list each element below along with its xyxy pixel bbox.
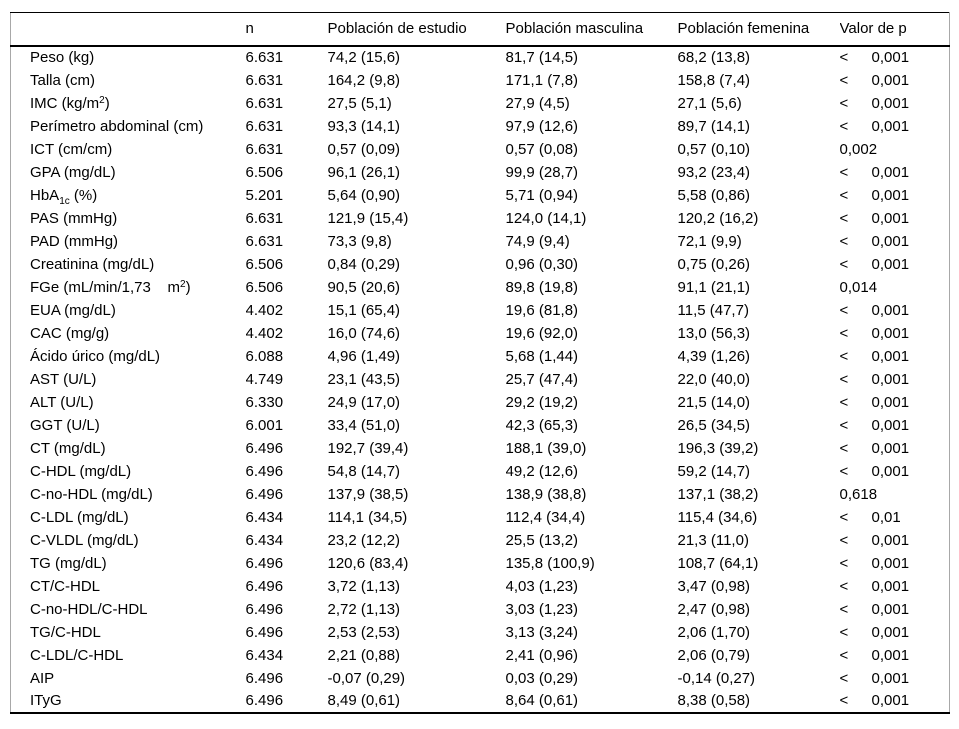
n-value: 5.201 [245, 186, 284, 204]
table-row [11, 483, 950, 506]
variable-label: Peso (kg) [30, 49, 95, 66]
n-value: 6.506 [245, 255, 284, 273]
less-than-sign: < [839, 577, 849, 595]
table-row [11, 621, 950, 644]
n-value: 6.631 [245, 232, 284, 250]
female-population-value: 72,1 (9,9) [677, 232, 742, 250]
variable-label: Creatinina (mg/dL) [30, 255, 155, 273]
less-than-sign: < [839, 531, 849, 549]
n-value: 6.506 [245, 163, 284, 181]
study-population-value: 90,5 (20,6) [327, 278, 401, 296]
male-population-value: 3,03 (1,23) [505, 600, 579, 618]
study-population-value: 2,72 (1,13) [327, 600, 401, 618]
p-value: < 0,001 [839, 692, 910, 709]
male-population-value: 19,6 (81,8) [505, 301, 579, 319]
variable-label: CAC (mg/g) [30, 324, 110, 342]
less-than-sign: < [839, 117, 849, 135]
less-than-sign: < [839, 692, 849, 709]
n-value: 6.631 [245, 49, 284, 66]
variable-label: EUA (mg/dL) [30, 301, 116, 319]
male-population-value: 4,03 (1,23) [505, 577, 579, 595]
male-population-value: 8,64 (0,61) [505, 692, 579, 709]
study-population-value: 2,53 (2,53) [327, 623, 401, 641]
female-population-value: 68,2 (13,8) [677, 49, 751, 66]
table-row [11, 506, 950, 529]
n-value: 6.496 [245, 623, 284, 641]
study-population-value: 54,8 (14,7) [327, 462, 401, 480]
p-value: < 0,001 [839, 186, 910, 204]
variable-label: CT/C-HDL [30, 577, 100, 595]
male-population-value: 0,57 (0,08) [505, 140, 579, 158]
female-population-value: 2,47 (0,98) [677, 600, 751, 618]
n-value: 6.434 [245, 646, 284, 664]
study-population-value: 164,2 (9,8) [327, 71, 401, 89]
n-value: 6.631 [245, 140, 284, 158]
variable-label: C-LDL/C-HDL [30, 646, 124, 664]
population-statistics-table [10, 12, 950, 714]
variable-label: GPA (mg/dL) [30, 163, 116, 181]
female-population-value: 137,1 (38,2) [677, 485, 759, 503]
female-population-value: 21,5 (14,0) [677, 393, 751, 411]
table-row [11, 138, 950, 161]
female-population-value: 93,2 (23,4) [677, 163, 751, 181]
p-value: 0,014 [839, 278, 878, 296]
male-population-value: 49,2 (12,6) [505, 462, 579, 480]
variable-label: PAS (mmHg) [30, 209, 118, 227]
variable-label: Perímetro abdominal (cm) [30, 117, 204, 135]
p-value: < 0,001 [839, 439, 910, 457]
table-row [11, 368, 950, 391]
less-than-sign: < [839, 163, 849, 181]
less-than-sign: < [839, 462, 849, 480]
less-than-sign: < [839, 301, 849, 319]
n-value: 6.496 [245, 669, 284, 687]
header-p-value: Valor de p [840, 13, 950, 46]
male-population-value: 97,9 (12,6) [505, 117, 579, 135]
less-than-sign: < [839, 600, 849, 618]
p-value: < 0,001 [839, 462, 910, 480]
study-population-value: 192,7 (39,4) [327, 439, 409, 457]
variable-label: AIP [30, 669, 55, 687]
male-population-value: 5,71 (0,94) [505, 186, 579, 204]
less-than-sign: < [839, 623, 849, 641]
variable-label: ALT (U/L) [30, 393, 94, 411]
header-n: n [246, 13, 328, 46]
female-population-value: 22,0 (40,0) [677, 370, 751, 388]
table-row [11, 690, 950, 713]
table-row [11, 184, 950, 207]
less-than-sign: < [839, 554, 849, 572]
study-population-value: 16,0 (74,6) [327, 324, 401, 342]
p-value: < 0,001 [839, 623, 910, 641]
variable-label: C-VLDL (mg/dL) [30, 531, 139, 549]
p-value: < 0,001 [839, 416, 910, 434]
female-population-value: 27,1 (5,6) [677, 94, 742, 112]
n-value: 6.496 [245, 554, 284, 572]
male-population-value: 0,96 (0,30) [505, 255, 579, 273]
less-than-sign: < [839, 347, 849, 365]
study-population-value: 23,1 (43,5) [327, 370, 401, 388]
female-population-value: 0,57 (0,10) [677, 140, 751, 158]
table-row [11, 322, 950, 345]
less-than-sign: < [839, 232, 849, 250]
n-value: 6.496 [245, 439, 284, 457]
female-population-value: -0,14 (0,27) [677, 669, 756, 687]
female-population-value: 2,06 (0,79) [677, 646, 751, 664]
study-population-value: 121,9 (15,4) [327, 209, 409, 227]
male-population-value: 0,03 (0,29) [505, 669, 579, 687]
less-than-sign: < [839, 186, 849, 204]
n-value: 6.631 [245, 117, 284, 135]
table-row [11, 667, 950, 690]
table-row [11, 345, 950, 368]
variable-label: TG/C-HDL [30, 623, 101, 641]
less-than-sign: < [839, 49, 849, 66]
variable-label: Ácido úrico (mg/dL) [30, 347, 161, 365]
male-population-value: 74,9 (9,4) [505, 232, 570, 250]
variable-label: C-LDL (mg/dL) [30, 508, 129, 526]
p-value: < 0,001 [839, 531, 910, 549]
p-value: < 0,001 [839, 209, 910, 227]
n-value: 4.749 [245, 370, 284, 388]
variable-label: C-HDL (mg/dL) [30, 462, 132, 480]
less-than-sign: < [839, 646, 849, 664]
female-population-value: 21,3 (11,0) [677, 531, 749, 549]
less-than-sign: < [839, 255, 849, 273]
study-population-value: 114,1 (34,5) [327, 508, 408, 526]
statistics-table-container [10, 12, 949, 714]
variable-label: CT (mg/dL) [30, 439, 106, 457]
p-value: < 0,001 [839, 49, 910, 66]
p-value: < 0,001 [839, 347, 910, 365]
table-row [11, 644, 950, 667]
female-population-value: 108,7 (64,1) [677, 554, 759, 572]
header-male-population: Población masculina [506, 13, 678, 46]
male-population-value: 138,9 (38,8) [505, 485, 587, 503]
female-population-value: 2,06 (1,70) [677, 623, 751, 641]
less-than-sign: < [839, 94, 849, 112]
p-value: < 0,001 [839, 163, 910, 181]
study-population-value: 120,6 (83,4) [327, 554, 409, 572]
table-row [11, 207, 950, 230]
male-population-value: 3,13 (3,24) [505, 623, 579, 641]
male-population-value: 5,68 (1,44) [505, 347, 579, 365]
less-than-sign: < [839, 439, 849, 457]
less-than-sign: < [839, 393, 849, 411]
table-row [11, 437, 950, 460]
study-population-value: 33,4 (51,0) [327, 416, 401, 434]
female-population-value: 115,4 (34,6) [677, 508, 758, 526]
n-value: 6.434 [245, 508, 284, 526]
variable-label: TG (mg/dL) [30, 554, 107, 572]
p-value: < 0,001 [839, 232, 910, 250]
female-population-value: 59,2 (14,7) [677, 462, 751, 480]
study-population-value: 93,3 (14,1) [327, 117, 401, 135]
less-than-sign: < [839, 508, 849, 526]
study-population-value: 96,1 (26,1) [327, 163, 401, 181]
variable-label: C-no-HDL (mg/dL) [30, 485, 153, 503]
table-row [11, 253, 950, 276]
study-population-value: 15,1 (65,4) [327, 301, 401, 319]
variable-label: Talla (cm) [30, 71, 96, 89]
header-variable [11, 13, 246, 46]
study-population-value: 0,57 (0,09) [327, 140, 401, 158]
variable-label: GGT (U/L) [30, 416, 100, 434]
female-population-value: 91,1 (21,1) [677, 278, 751, 296]
table-row [11, 598, 950, 621]
variable-label: PAD (mmHg) [30, 232, 119, 250]
variable-label: IMC $(kg/m^2)$ [30, 94, 110, 112]
male-population-value: 27,9 (4,5) [505, 94, 570, 112]
male-population-value: 25,7 (47,4) [505, 370, 579, 388]
female-population-value: 158,8 (7,4) [677, 71, 751, 89]
study-population-value: 74,2 (15,6) [327, 49, 401, 66]
study-population-value: 2,21 (0,88) [327, 646, 401, 664]
table-row [11, 391, 950, 414]
study-population-value: 24,9 (17,0) [327, 393, 401, 411]
study-population-value: 23,2 (12,2) [327, 531, 401, 549]
table-row [11, 46, 950, 69]
n-value: 6.631 [245, 94, 284, 112]
n-value: 6.001 [245, 416, 284, 434]
male-population-value: 81,7 (14,5) [505, 49, 579, 66]
male-population-value: 135,8 (100,9) [505, 554, 595, 572]
table-row [11, 276, 950, 299]
male-population-value: 99,9 (28,7) [505, 163, 579, 181]
variable-label: HbA$_{1c}$ (%) [30, 186, 98, 207]
variable-label: C-no-HDL/C-HDL [30, 600, 148, 618]
n-value: 6.506 [245, 278, 284, 296]
n-value: 6.631 [245, 71, 284, 89]
table-row [11, 460, 950, 483]
female-population-value: 8,38 (0,58) [677, 692, 751, 709]
male-population-value: 29,2 (19,2) [505, 393, 579, 411]
female-population-value: 3,47 (0,98) [677, 577, 751, 595]
female-population-value: 89,7 (14,1) [677, 117, 751, 135]
p-value: < 0,001 [839, 370, 910, 388]
study-population-value: 4,96 (1,49) [327, 347, 401, 365]
n-value: 6.088 [245, 347, 284, 365]
female-population-value: 0,75 (0,26) [677, 255, 751, 273]
p-value: < 0,001 [839, 301, 910, 319]
female-population-value: 196,3 (39,2) [677, 439, 759, 457]
male-population-value: 42,3 (65,3) [505, 416, 579, 434]
table-row [11, 115, 950, 138]
male-population-value: 25,5 (13,2) [505, 531, 579, 549]
p-value: 0,618 [839, 485, 878, 503]
less-than-sign: < [839, 71, 849, 89]
p-value: < 0,001 [839, 646, 910, 664]
n-value: 6.496 [245, 577, 284, 595]
n-value: 6.330 [245, 393, 284, 411]
p-value: < 0,001 [839, 94, 910, 112]
female-population-value: 120,2 (16,2) [677, 209, 759, 227]
p-value: < 0,001 [839, 255, 910, 273]
male-population-value: 19,6 (92,0) [505, 324, 579, 342]
study-population-value: 0,84 (0,29) [327, 255, 401, 273]
variable-label: AST (U/L) [30, 370, 97, 388]
variable-label: ITyG [30, 692, 62, 709]
p-value: 0,002 [839, 140, 878, 158]
table-row [11, 92, 950, 115]
female-population-value: 5,58 (0,86) [677, 186, 751, 204]
table-row [11, 575, 950, 598]
less-than-sign: < [839, 209, 849, 227]
male-population-value: 171,1 (7,8) [505, 71, 579, 89]
n-value: 6.496 [245, 462, 284, 480]
variable-label: FGe (mL/min/1,73 $m^2$) [30, 278, 191, 296]
p-value: < 0,01 [839, 508, 901, 526]
table-row [11, 230, 950, 253]
n-value: 6.434 [245, 531, 284, 549]
table-row [11, 299, 950, 322]
male-population-value: 188,1 (39,0) [505, 439, 587, 457]
male-population-value: 124,0 (14,1) [505, 209, 587, 227]
less-than-sign: < [839, 416, 849, 434]
table-body [11, 46, 950, 713]
p-value: < 0,001 [839, 600, 910, 618]
n-value: 4.402 [245, 301, 284, 319]
table-row [11, 161, 950, 184]
table-row [11, 414, 950, 437]
n-value: 6.496 [245, 485, 284, 503]
header-row [11, 13, 950, 46]
header-female-population: Población femenina [678, 13, 840, 46]
n-value: 6.496 [245, 600, 284, 618]
p-value: < 0,001 [839, 324, 910, 342]
male-population-value: 89,8 (19,8) [505, 278, 579, 296]
female-population-value: 4,39 (1,26) [677, 347, 751, 365]
study-population-value: 5,64 (0,90) [327, 186, 401, 204]
study-population-value: 137,9 (38,5) [327, 485, 409, 503]
variable-label: ICT (cm/cm) [30, 140, 113, 158]
table-row [11, 69, 950, 92]
less-than-sign: < [839, 669, 849, 687]
study-population-value: 3,72 (1,13) [327, 577, 401, 595]
n-value: 6.496 [245, 692, 284, 709]
male-population-value: 112,4 (34,4) [505, 508, 586, 526]
female-population-value: 26,5 (34,5) [677, 416, 751, 434]
p-value: < 0,001 [839, 393, 910, 411]
study-population-value: 73,3 (9,8) [327, 232, 392, 250]
n-value: 4.402 [245, 324, 284, 342]
study-population-value: 27,5 (5,1) [327, 94, 392, 112]
study-population-value: -0,07 (0,29) [327, 669, 406, 687]
table-row [11, 529, 950, 552]
header-study-population: Población de estudio [328, 13, 506, 46]
female-population-value: 11,5 (47,7) [677, 301, 749, 319]
less-than-sign: < [839, 324, 849, 342]
study-population-value: 8,49 (0,61) [327, 692, 401, 709]
table-row [11, 552, 950, 575]
p-value: < 0,001 [839, 554, 910, 572]
female-population-value: 13,0 (56,3) [677, 324, 751, 342]
n-value: 6.631 [245, 209, 284, 227]
p-value: < 0,001 [839, 669, 910, 687]
male-population-value: 2,41 (0,96) [505, 646, 579, 664]
p-value: < 0,001 [839, 577, 910, 595]
p-value: < 0,001 [839, 117, 910, 135]
less-than-sign: < [839, 370, 849, 388]
p-value: < 0,001 [839, 71, 910, 89]
